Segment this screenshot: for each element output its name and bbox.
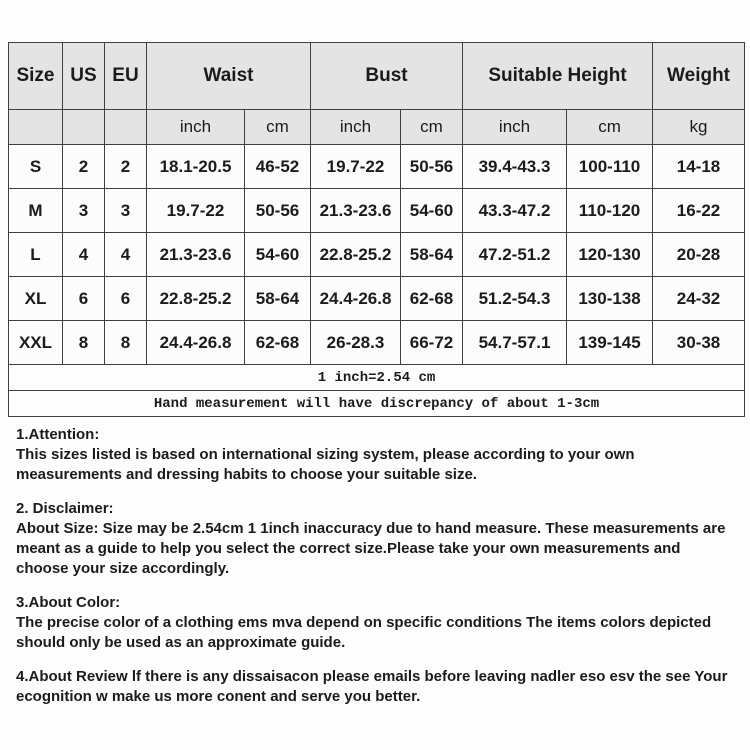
header-eu: EU: [105, 43, 147, 110]
cell-height-inch: 43.3-47.2: [463, 189, 567, 233]
cell-bust-cm: 54-60: [401, 189, 463, 233]
note-color-title: 3.About Color:: [16, 594, 121, 611]
table-footnote-conversion-row: [9, 365, 745, 391]
cell-bust-cm: 58-64: [401, 233, 463, 277]
cell-waist-inch: 24.4-26.8: [147, 321, 245, 365]
note-review-body: 4.About Review lf there is any dissaisacon please emails before leaving nadler eso esv the see Your ecognition w make us more conent and serve you better.: [16, 668, 728, 705]
subheader-empty: [9, 110, 63, 145]
cell-waist-cm: 62-68: [245, 321, 311, 365]
note-review: [16, 667, 734, 707]
note-attention-title: 1.Attention:: [16, 426, 100, 443]
cell-size: XXL: [9, 321, 63, 365]
subheader-empty: [63, 110, 105, 145]
cell-eu: 8: [105, 321, 147, 365]
note-disclaimer-title: 2. Disclaimer:: [16, 500, 114, 517]
cell-bust-inch: 21.3-23.6: [311, 189, 401, 233]
cell-size: M: [9, 189, 63, 233]
cell-waist-cm: 54-60: [245, 233, 311, 277]
note-disclaimer-body: About Size: Size may be 2.54cm 1 1inch inaccuracy due to hand measure. These measurements are meant as a guide to help you select the correct size.Please take your own measurements and choose your size accordingly.: [16, 520, 726, 577]
cell-weight: 16-22: [653, 189, 745, 233]
subheader-height-cm: cm: [567, 110, 653, 145]
header-size: Size: [9, 43, 63, 110]
cell-height-inch: 51.2-54.3: [463, 277, 567, 321]
subheader-weight-kg: kg: [653, 110, 745, 145]
cell-weight: 30-38: [653, 321, 745, 365]
cell-bust-inch: 22.8-25.2: [311, 233, 401, 277]
cell-height-cm: 120-130: [567, 233, 653, 277]
cell-waist-inch: 22.8-25.2: [147, 277, 245, 321]
cell-height-inch: 47.2-51.2: [463, 233, 567, 277]
cell-size: L: [9, 233, 63, 277]
cell-waist-cm: 50-56: [245, 189, 311, 233]
cell-us: 6: [63, 277, 105, 321]
cell-bust-cm: 66-72: [401, 321, 463, 365]
note-attention: [16, 425, 734, 485]
cell-waist-inch: 21.3-23.6: [147, 233, 245, 277]
subheader-waist-cm: cm: [245, 110, 311, 145]
cell-bust-cm: 50-56: [401, 145, 463, 189]
cell-waist-cm: 58-64: [245, 277, 311, 321]
table-row-xxl: [9, 321, 745, 365]
cell-waist-inch: 18.1-20.5: [147, 145, 245, 189]
cell-size: XL: [9, 277, 63, 321]
footnote-discrepancy: Hand measurement will have discrepancy of about 1-3cm: [9, 391, 745, 417]
header-bust: Bust: [311, 43, 463, 110]
note-color: [16, 593, 734, 653]
subheader-bust-inch: inch: [311, 110, 401, 145]
table-subheader-row: [9, 110, 745, 145]
cell-height-cm: 139-145: [567, 321, 653, 365]
cell-bust-cm: 62-68: [401, 277, 463, 321]
cell-bust-inch: 19.7-22: [311, 145, 401, 189]
header-waist: Waist: [147, 43, 311, 110]
footnote-conversion: 1 inch=2.54 cm: [9, 365, 745, 391]
cell-waist-inch: 19.7-22: [147, 189, 245, 233]
cell-us: 2: [63, 145, 105, 189]
cell-height-cm: 130-138: [567, 277, 653, 321]
cell-us: 8: [63, 321, 105, 365]
cell-height-inch: 39.4-43.3: [463, 145, 567, 189]
subheader-empty: [105, 110, 147, 145]
header-weight: Weight: [653, 43, 745, 110]
cell-bust-inch: 26-28.3: [311, 321, 401, 365]
note-color-body: The precise color of a clothing ems mva depend on specific conditions The items colors depicted should only be used as an approximate guide.: [16, 614, 712, 651]
cell-weight: 24-32: [653, 277, 745, 321]
cell-eu: 2: [105, 145, 147, 189]
notes-section: [8, 417, 744, 707]
cell-us: 4: [63, 233, 105, 277]
table-row-xl: [9, 277, 745, 321]
table-row-s: [9, 145, 745, 189]
subheader-waist-inch: inch: [147, 110, 245, 145]
header-suitable-height: Suitable Height: [463, 43, 653, 110]
cell-waist-cm: 46-52: [245, 145, 311, 189]
note-disclaimer: [16, 499, 734, 579]
table-row-m: [9, 189, 745, 233]
cell-eu: 3: [105, 189, 147, 233]
cell-weight: 20-28: [653, 233, 745, 277]
cell-size: S: [9, 145, 63, 189]
cell-eu: 4: [105, 233, 147, 277]
subheader-height-inch: inch: [463, 110, 567, 145]
cell-us: 3: [63, 189, 105, 233]
subheader-bust-cm: cm: [401, 110, 463, 145]
table-row-l: [9, 233, 745, 277]
cell-weight: 14-18: [653, 145, 745, 189]
table-footnote-discrepancy-row: [9, 391, 745, 417]
table-header-row: [9, 43, 745, 110]
cell-height-cm: 100-110: [567, 145, 653, 189]
size-chart-table: [8, 42, 745, 417]
header-us: US: [63, 43, 105, 110]
cell-height-cm: 110-120: [567, 189, 653, 233]
note-attention-body: This sizes listed is based on international sizing system, please according to your own measurements and dressing habits to choose your suitable size.: [16, 446, 635, 483]
cell-height-inch: 54.7-57.1: [463, 321, 567, 365]
cell-bust-inch: 24.4-26.8: [311, 277, 401, 321]
cell-eu: 6: [105, 277, 147, 321]
